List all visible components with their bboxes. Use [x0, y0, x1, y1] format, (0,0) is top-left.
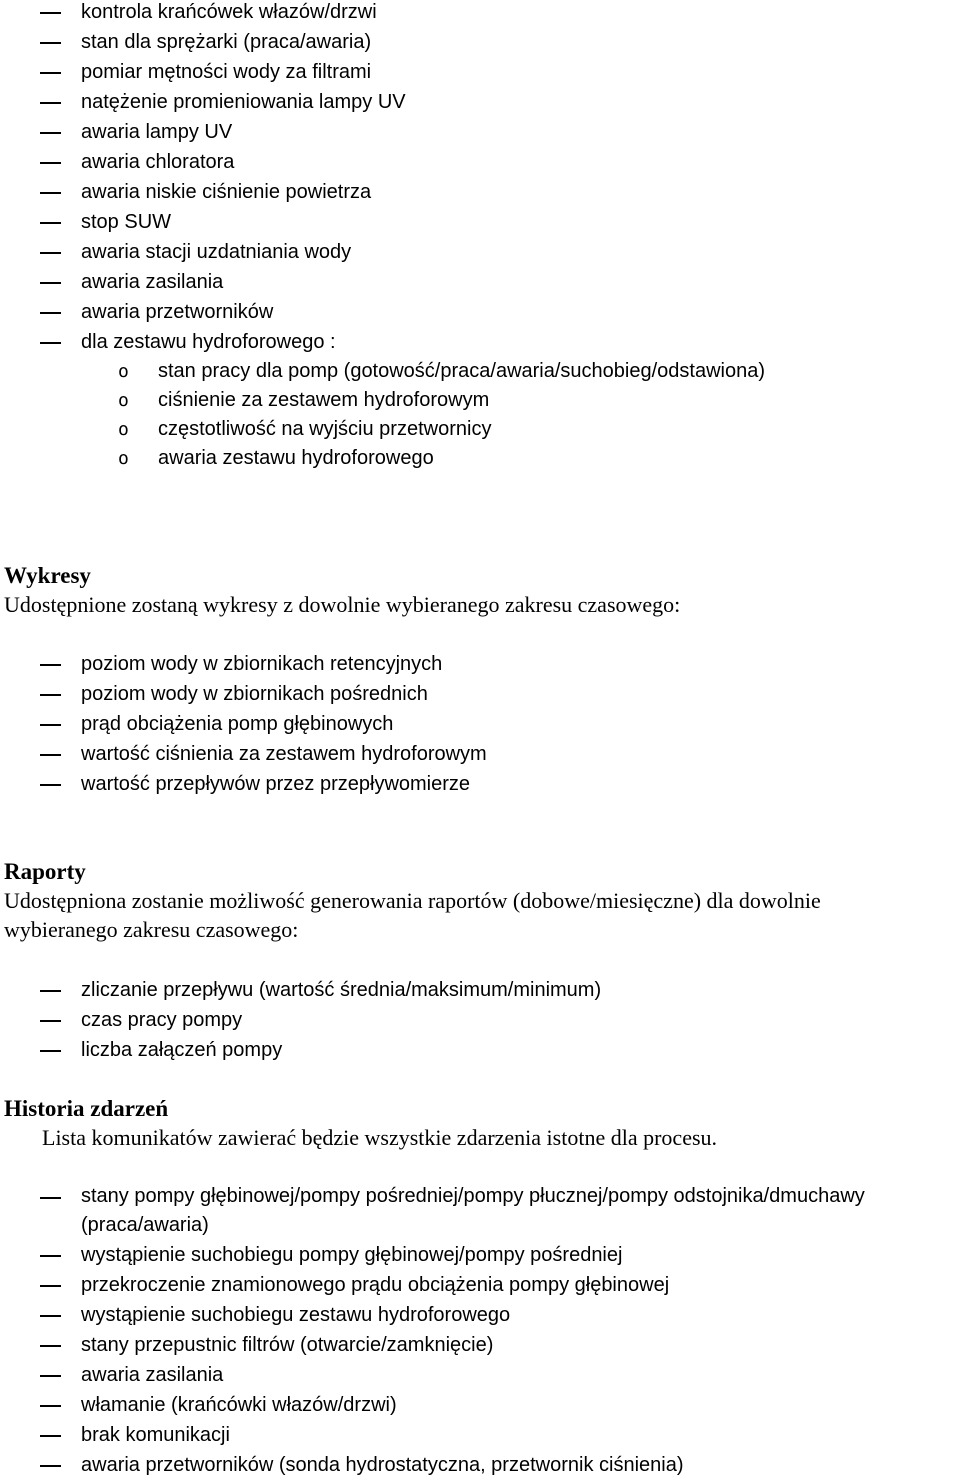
section-heading-raporty: Raporty [4, 859, 86, 884]
list-item: kontrola krańcówek włazów/drzwi [0, 0, 960, 27]
dash-bullet-icon [40, 1405, 61, 1407]
list-item: włamanie (krańcówki włazów/drzwi) [0, 1390, 960, 1420]
top-section [0, 0, 960, 473]
dash-bullet-icon [40, 784, 61, 786]
list-item: stan dla sprężarki (praca/awaria) [0, 27, 960, 57]
sub-list-item: o częstotliwość na wyjściu przetwornicy [0, 415, 960, 444]
list-item: stany pompy głębinowej/pompy pośredniej/pompy płucznej/pompy odstojnika/dmuchawy (praca/awaria) [0, 1182, 960, 1240]
dash-bullet-icon [40, 162, 61, 164]
list-item: awaria przetworników (sonda hydrostatyczna, przetwornik ciśnienia) [0, 1450, 960, 1480]
wykresy-list-wrap [0, 649, 960, 799]
dash-bullet-icon [40, 1285, 61, 1287]
dash-bullet-icon [40, 1465, 61, 1467]
dash-bullet-icon [40, 42, 61, 44]
list-item: awaria zasilania [0, 267, 960, 297]
dash-bullet-icon [40, 192, 61, 194]
historia-list-wrap [0, 1182, 960, 1480]
list-item: brak komunikacji [0, 1420, 960, 1450]
dash-bullet-icon [40, 1435, 61, 1437]
list-item: poziom wody w zbiornikach retencyjnych [0, 649, 960, 679]
dash-bullet-icon [40, 754, 61, 756]
section-text-raporty-line1: Udostępniona zostanie możliwość generowania raportów (dobowe/miesięczne) dla dowolnie [4, 888, 821, 913]
raporty-section [0, 858, 960, 944]
section-text-historia: Lista komunikatów zawierać będzie wszystkie zdarzenia istotne dla procesu. [42, 1125, 718, 1150]
list-item: wartość ciśnienia za zestawem hydroforowym [0, 739, 960, 769]
dash-bullet-icon [40, 12, 61, 14]
dash-bullet-icon [40, 724, 61, 726]
list-item: przekroczenie znamionowego prądu obciążenia pompy głębinowej [0, 1270, 960, 1300]
raporty-list [0, 975, 960, 1065]
wykresy-list [0, 649, 960, 799]
section-heading-historia: Historia zdarzeń [4, 1096, 169, 1121]
list-item: poziom wody w zbiornikach pośrednich [0, 679, 960, 709]
list-item: awaria lampy UV [0, 117, 960, 147]
list-item: natężenie promieniowania lampy UV [0, 87, 960, 117]
dash-bullet-icon [40, 1375, 61, 1377]
dash-bullet-icon [40, 1020, 61, 1022]
historia-section [0, 1095, 960, 1152]
dash-bullet-icon [40, 342, 61, 344]
dash-bullet-icon [40, 1255, 61, 1257]
section-text-raporty-line2: wybieranego zakresu czasowego: [4, 917, 299, 942]
dash-bullet-icon [40, 282, 61, 284]
list-item: wystąpienie suchobiegu pompy głębinowej/pompy pośredniej [0, 1240, 960, 1270]
sub-list-item: o awaria zestawu hydroforowego [0, 444, 960, 473]
section-heading-wykresy: Wykresy [4, 563, 91, 588]
list-item: stop SUW [0, 207, 960, 237]
list-item: prąd obciążenia pomp głębinowych [0, 709, 960, 739]
dash-bullet-icon [40, 312, 61, 314]
top-dash-list [0, 0, 960, 357]
circle-bullet-icon: o [118, 419, 129, 440]
historia-list [0, 1182, 960, 1480]
raporty-list-wrap [0, 975, 960, 1065]
list-item: czas pracy pompy [0, 1005, 960, 1035]
dash-bullet-icon [40, 1345, 61, 1347]
list-item: dla zestawu hydroforowego : [0, 327, 960, 357]
hydrofor-sub-list [0, 357, 960, 473]
dash-bullet-icon [40, 1197, 61, 1199]
dash-bullet-icon [40, 694, 61, 696]
dash-bullet-icon [40, 664, 61, 666]
dash-bullet-icon [40, 72, 61, 74]
section-text-wykresy: Udostępnione zostaną wykresy z dowolnie wybieranego zakresu czasowego: [4, 592, 681, 617]
list-item: awaria chloratora [0, 147, 960, 177]
list-item: awaria przetworników [0, 297, 960, 327]
list-item: stany przepustnic filtrów (otwarcie/zamknięcie) [0, 1330, 960, 1360]
sub-list-item: o stan pracy dla pomp (gotowość/praca/awaria/suchobieg/odstawiona) [0, 357, 960, 386]
list-item: awaria zasilania [0, 1360, 960, 1390]
dash-bullet-icon [40, 132, 61, 134]
circle-bullet-icon: o [118, 361, 129, 382]
dash-bullet-icon [40, 1315, 61, 1317]
list-item: wystąpienie suchobiegu zestawu hydroforowego [0, 1300, 960, 1330]
list-item: awaria stacji uzdatniania wody [0, 237, 960, 267]
circle-bullet-icon: o [118, 448, 129, 469]
dash-bullet-icon [40, 990, 61, 992]
dash-bullet-icon [40, 102, 61, 104]
list-item: zliczanie przepływu (wartość średnia/maksimum/minimum) [0, 975, 960, 1005]
list-item: wartość przepływów przez przepływomierze [0, 769, 960, 799]
dash-bullet-icon [40, 252, 61, 254]
sub-list-item: o ciśnienie za zestawem hydroforowym [0, 386, 960, 415]
dash-bullet-icon [40, 1050, 61, 1052]
list-item: liczba załączeń pompy [0, 1035, 960, 1065]
circle-bullet-icon: o [118, 390, 129, 411]
list-item: pomiar mętności wody za filtrami [0, 57, 960, 87]
list-item: awaria niskie ciśnienie powietrza [0, 177, 960, 207]
wykresy-section [0, 562, 960, 619]
dash-bullet-icon [40, 222, 61, 224]
